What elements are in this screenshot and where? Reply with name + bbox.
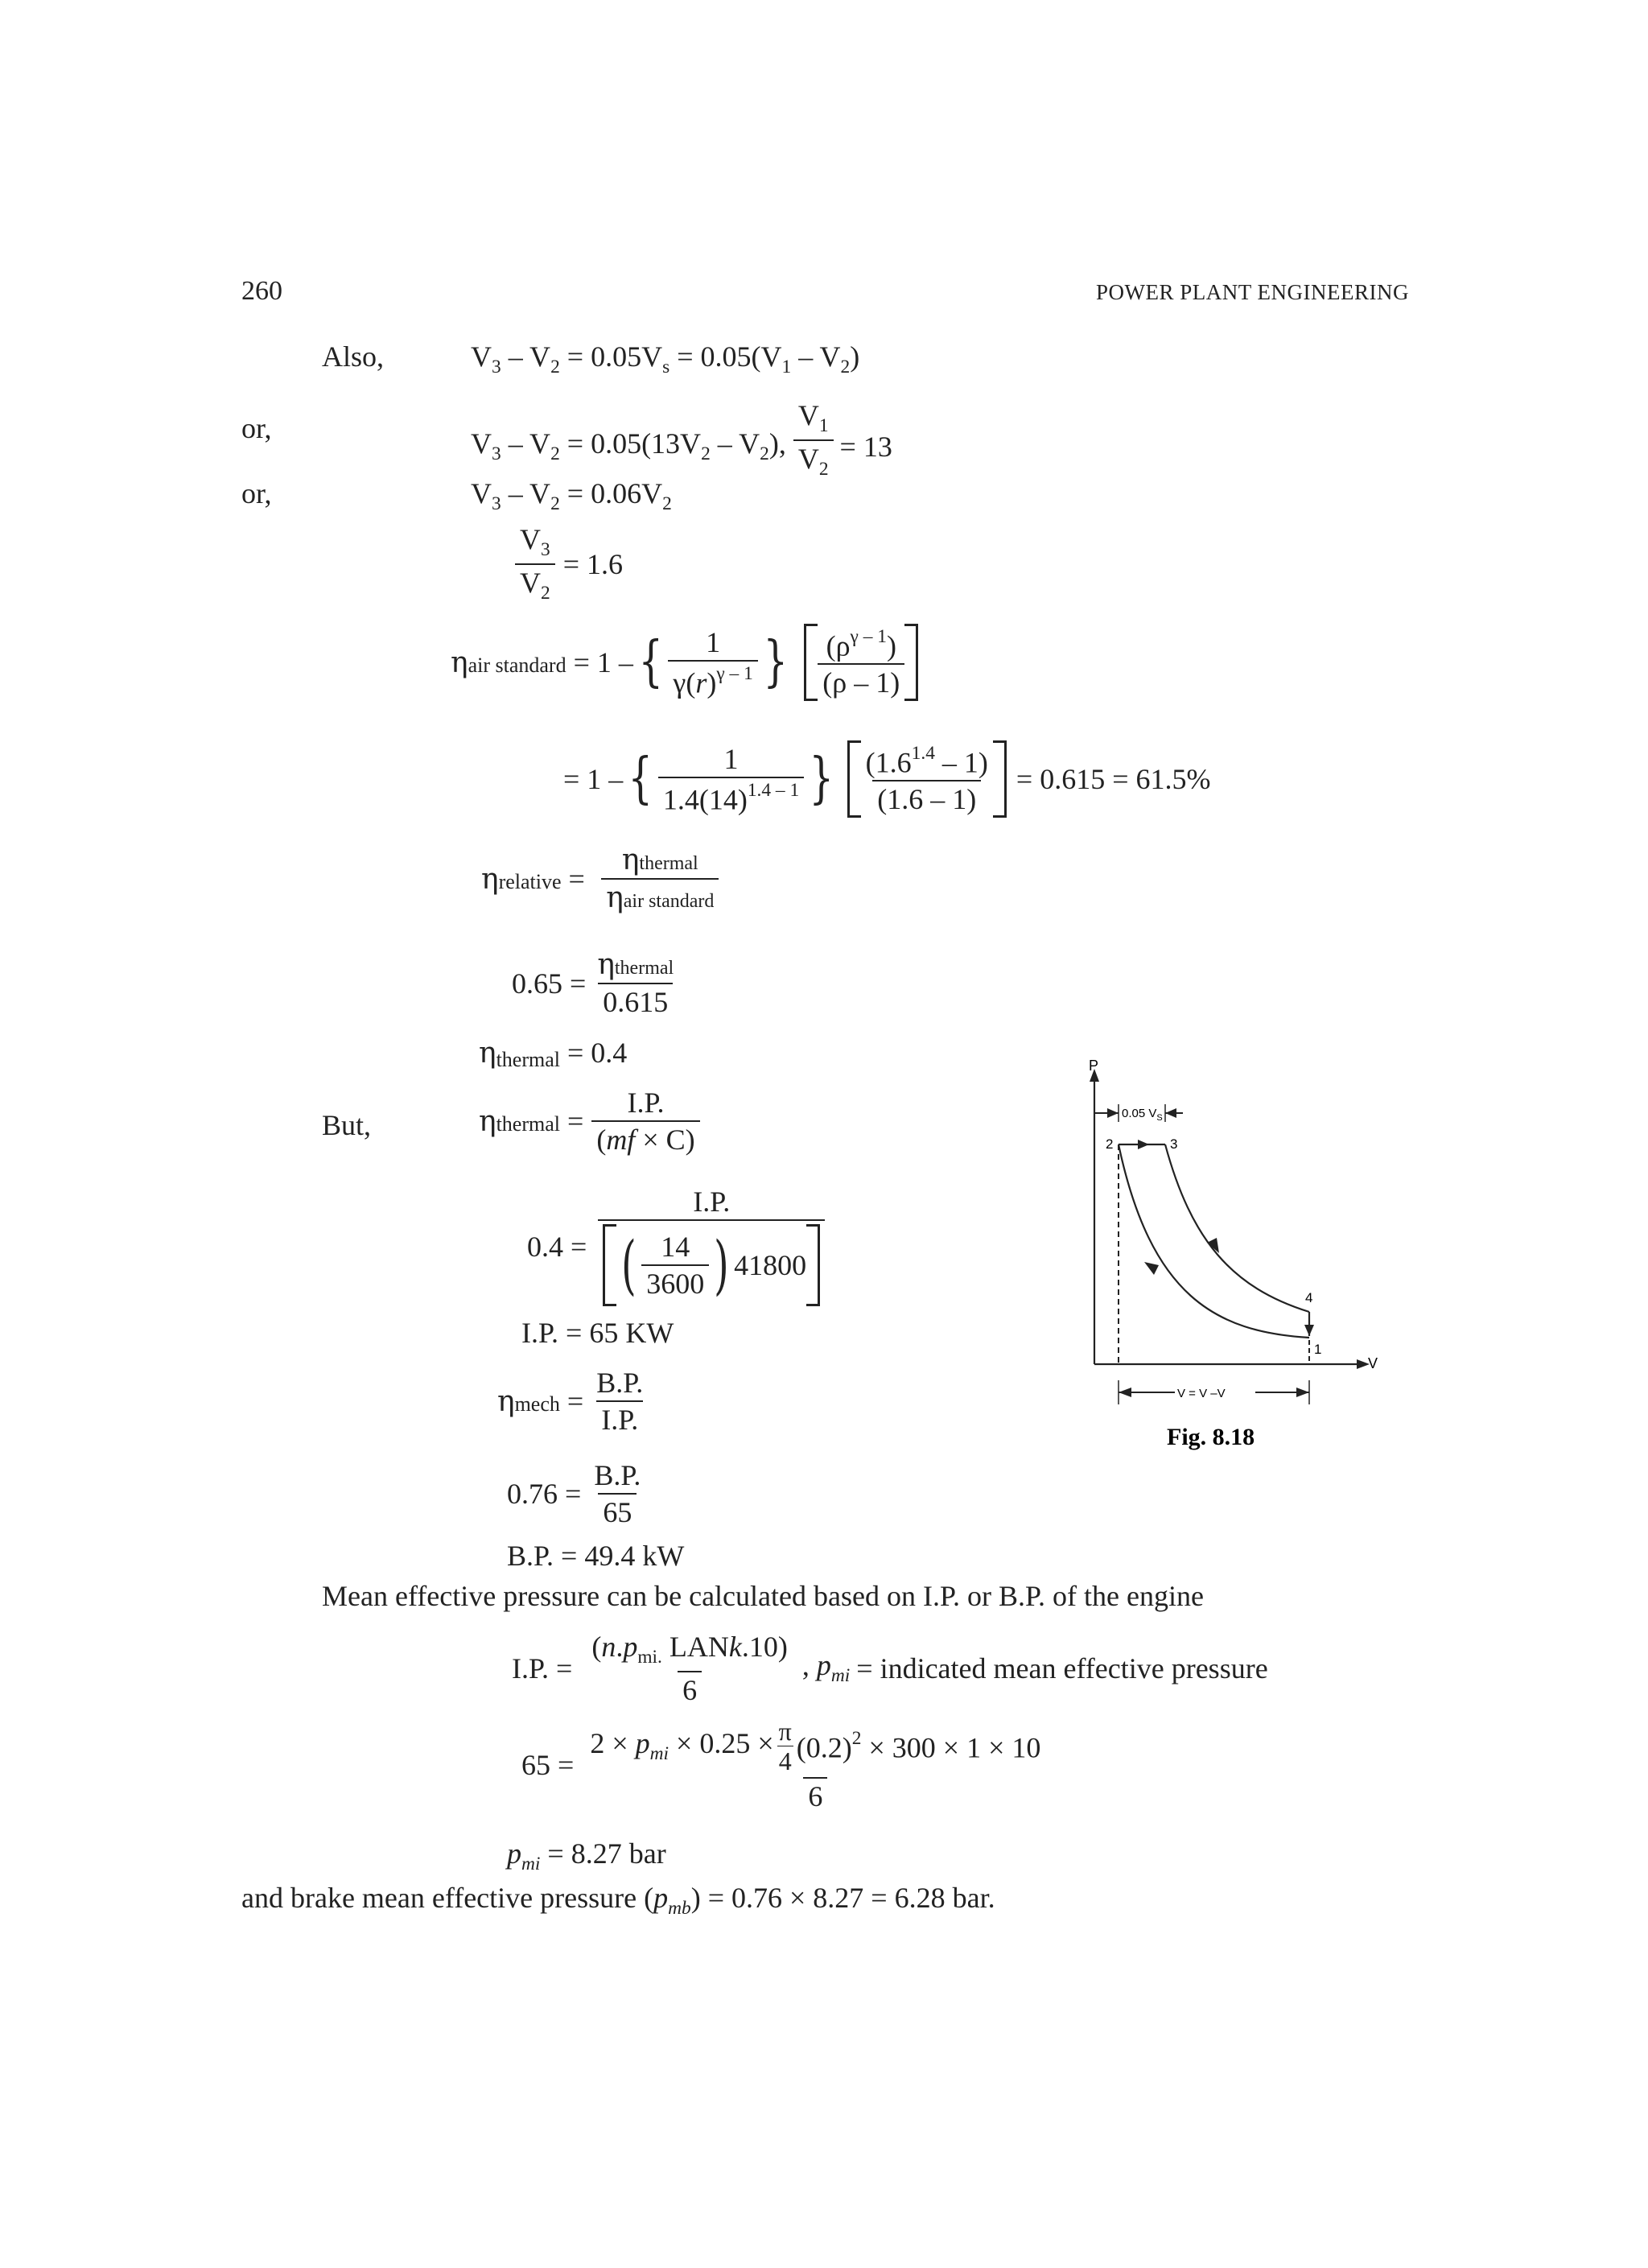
ip-numerator: I.P. (627, 1087, 665, 1119)
equation-eta-thermal-ip: ηthermal = $\frac{I.P.}{(mf \times C)}$ (479, 1088, 700, 1154)
arrow-3-4 (1207, 1238, 1219, 1253)
v-axis-label: V (1368, 1355, 1378, 1371)
figure-caption: Fig. 8.18 (1167, 1424, 1255, 1450)
six-den-2: 6 (803, 1777, 827, 1811)
point-1: 1 (1314, 1342, 1322, 1357)
bp-num-2: B.P. (594, 1459, 641, 1491)
final-line-text: and brake mean effective pressure (241, 1882, 637, 1914)
ip-lhs-2: I.P. = (512, 1652, 573, 1685)
efficiency-result: = 0.615 = 61.5% (1016, 763, 1211, 795)
equation-v3-v2-006: $V_3 - V_2 = 0.06V_2$ (471, 477, 672, 515)
equation-relative-numeric: 0.65 = $\frac{\text{ηthermal}}{0.615}$ (512, 948, 674, 1018)
swept-volume-label: V = V –V (1177, 1387, 1226, 1400)
ip-lhs-3: 65 = (521, 1748, 575, 1781)
point-2: 2 (1106, 1136, 1114, 1152)
mep-paragraph: Mean effective pressure can be calculated based on I.P. or B.P. of the engine (322, 1580, 1204, 1612)
final-line: and brake mean effective pressure $(p_{mb}) = 0.76 \times 8.27 = 6.28$ bar. (241, 1882, 995, 1920)
label-also: Also, (322, 340, 385, 373)
ip-description: = indicated mean effective pressure (856, 1652, 1268, 1685)
equation-ip-calc: 0.4 = I.P. ( $\frac{14}{3600}$ ) 41800 (527, 1187, 825, 1306)
equation-eta-relative: ηrelative = $\frac{\text{ηthermal}}{\text{ηair standard}}$ (481, 845, 731, 913)
v-ratio-value: = 13 (839, 430, 892, 463)
equation-eta-thermal-value: ηthermal = 0.4 (479, 1037, 628, 1072)
point-4: 4 (1305, 1290, 1313, 1305)
page-number: 260 (241, 276, 282, 306)
bp-lhs: 0.76 = (507, 1478, 582, 1510)
thermal-value: = 0.4 (567, 1037, 628, 1069)
bp-num: B.P. (596, 1367, 644, 1399)
arrow-1-2 (1144, 1262, 1159, 1275)
bp-den: I.P. (596, 1400, 643, 1434)
six-den: 6 (678, 1671, 702, 1705)
final-value: = 0.76 × 8.27 = 6.28 bar. (707, 1882, 995, 1914)
equation-ip-formula: I.P. = $\frac{(n.p_{mi.} LANk.10)}{6}$ , $p_{mi}$ = indicated mean effective pressure (512, 1631, 1268, 1706)
equation-eta-mech: ηmech = $\frac{B.P.}{I.P.}$ (497, 1368, 648, 1434)
v3v2-value: = 1.6 (562, 547, 624, 580)
equation-v3-over-v2: $\frac{V_3}{V_2}$ = 1.6 (515, 525, 623, 603)
ip-result: I.P. = 65 KW (521, 1317, 674, 1349)
pmi-value: = 8.27 bar (547, 1837, 666, 1870)
vs-label: 0.05 $V_S$ (1122, 1107, 1163, 1123)
rel-lhs: 0.65 = (512, 967, 587, 1000)
bp-den-2: 65 (598, 1493, 637, 1527)
arrow-2-3 (1138, 1140, 1149, 1149)
ip-num-2: I.P. (693, 1186, 731, 1218)
bp-result: B.P. = 49.4 kW (507, 1540, 685, 1572)
pmi-result: $p_{mi} = 8.27$ bar (507, 1837, 666, 1875)
equation-v3-v2-13v2: $V_3 - V_2 = 0.05(13V_2 - V_2)$, $\frac{V_1}{V_2}$ = 13 (471, 399, 892, 480)
label-but: But, (322, 1109, 372, 1141)
arrow-4-1 (1304, 1325, 1314, 1336)
label-or-1: or, (241, 412, 272, 444)
pv-diagram (1070, 1054, 1408, 1457)
label-or-2: or, (241, 477, 272, 509)
point-3: 3 (1170, 1136, 1178, 1152)
equation-eta-air-standard: ηair standard = 1 – { $\frac{1}{\gamma(r)^{\gamma - 1}}$ } $\frac{(\rho^{\gamma - 1})}{(\rho - 1)}$ (451, 624, 918, 701)
equation-bp-calc (507, 1461, 645, 1527)
p-axis-label: P (1089, 1058, 1099, 1074)
equation-eta-numeric: = 1 – { $\frac{1}{1.4(14)^{1.4 - 1}}$ } $\frac{(1.6^{1.4} - 1)}{(1.6 - 1)}$ = 0.615 = 61.5% (563, 740, 1211, 818)
process-3-4 (1165, 1144, 1309, 1312)
rel-den: 0.615 (598, 983, 673, 1016)
equation-v3-v2-vs: $V_3 - V_2 = 0.05V_s = 0.05(V_1 - V_2)$ (471, 340, 860, 378)
running-title: POWER PLANT ENGINEERING (1096, 280, 1409, 304)
ip-lhs: 0.4 = (527, 1231, 587, 1263)
equation-pmi-calc: 65 = $2 \times p_{mi} \times 0.25$ × $\frac{\pi}{4}$ $(0.2)^2 \times 300 \times 1 \times 10$ 6 (521, 1717, 1041, 1812)
